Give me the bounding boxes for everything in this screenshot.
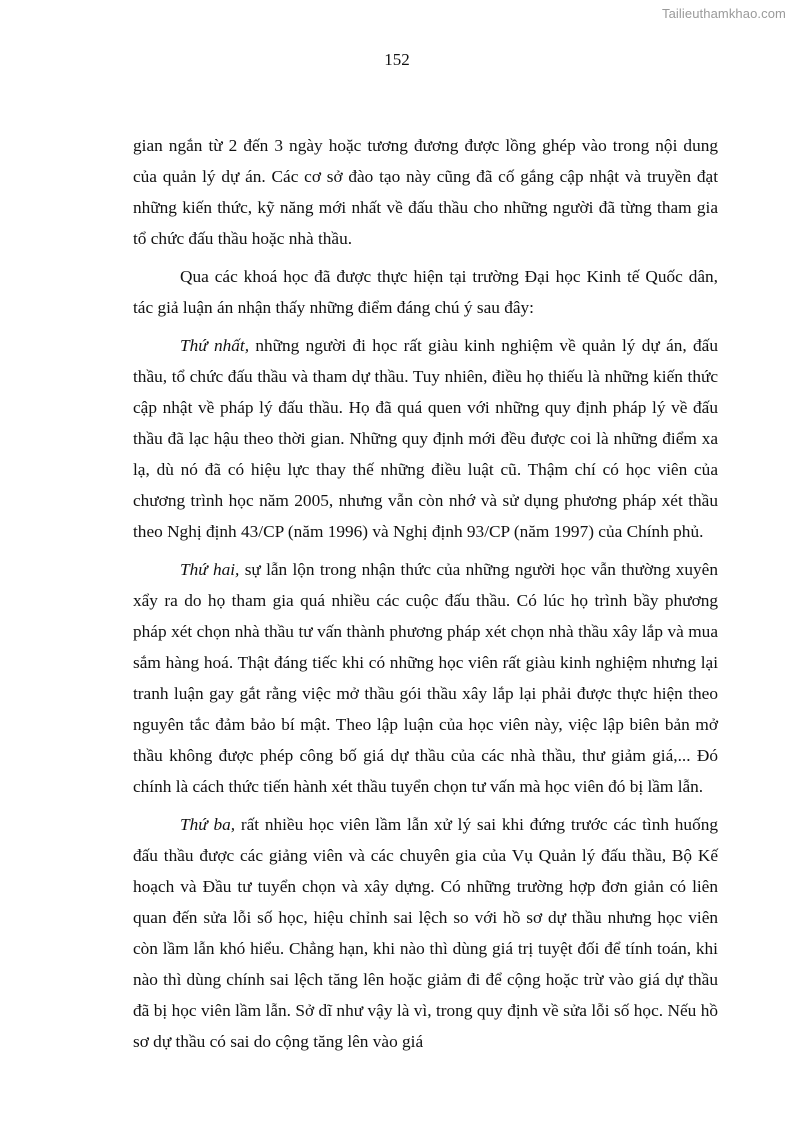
paragraph-text: những người đi học rất giàu kinh nghiệm về quản lý dự án, đấu thầu, tổ chức đấu thầu và tham dự thầu. Tuy nhiên, điều họ thiếu là những kiến thức cập nhật về pháp lý đấu thầu. Họ đã quá quen với những quy định pháp lý về đấu thầu đã lạc hậu theo thời gian. Những quy định mới đều được coi là những điểm xa lạ, dù nó đã có hiệu lực thay thế những điều luật cũ. Thậm chí có học viên của chương trình học năm 2005, nhưng vẫn còn nhớ và sử dụng phương pháp xét thầu theo Nghị định 43/CP (năm 1996) và Nghị định 93/CP (năm 1997) của Chính phủ. xyxy=(133,336,718,541)
paragraph-text: rất nhiều học viên lầm lẫn xử lý sai khi đứng trước các tình huống đấu thầu được các giảng viên và các chuyên gia của Vụ Quản lý đấu thầu, Bộ Kế hoạch và Đầu tư tuyển chọn và xây dựng. Có những trường hợp đơn giản có liên quan đến sửa lỗi số học, hiệu chỉnh sai lệch so với hồ sơ dự thầu nhưng học viên còn lầm lẫn khó hiểu. Chẳng hạn, khi nào thì dùng giá trị tuyệt đối để tính toán, khi nào thì dùng chính sai lệch tăng lên hoặc giảm đi để cộng hoặc trừ vào giá dự thầu đã bị học viên lầm lẫn. Sở dĩ như vậy là vì, trong quy định về sửa lỗi số học. Nếu hồ sơ dự thầu có sai do cộng tăng lên vào giá xyxy=(133,815,718,1051)
paragraph-lead: Thứ nhất, xyxy=(180,336,250,355)
paragraph-text: sự lẫn lộn trong nhận thức của những người học vẫn thường xuyên xẩy ra do họ tham gia quá nhiều các cuộc đấu thầu. Có lúc họ trình bầy phương pháp xét chọn nhà thầu tư vấn thành phương pháp xét chọn nhà thầu xây lắp và mua sắm hàng hoá. Thật đáng tiếc khi có những học viên rất giàu kinh nghiệm nhưng lại tranh luận gay gắt rằng việc mở thầu gói thầu xây lắp lại phải được thực hiện theo nguyên tắc đảm bảo bí mật. Theo lập luận của học viên này, việc lập biên bản mở thầu không được phép công bố giá dự thầu của các nhà thầu, thư giảm giá,... Đó chính là cách thức tiến hành xét thầu tuyển chọn tư vấn mà học viên đó bị lầm lẫn. xyxy=(133,560,718,796)
watermark: Tailieuthamkhao.com xyxy=(661,6,786,21)
paragraph-second-point xyxy=(133,554,718,802)
body-text xyxy=(133,130,718,1057)
paragraph-first-point xyxy=(133,330,718,547)
paragraph-third-point xyxy=(133,809,718,1057)
page-number: 152 xyxy=(384,50,410,69)
paragraph-lead: Thứ ba, xyxy=(180,815,236,834)
paragraph-text: gian ngắn từ 2 đến 3 ngày hoặc tương đương được lồng ghép vào trong nội dung của quản lý dự án. Các cơ sở đào tạo này cũng đã cố gắng cập nhật và truyền đạt những kiến thức, kỹ năng mới nhất về đấu thầu cho những người đã từng tham gia tổ chức đấu thầu hoặc nhà thầu. xyxy=(133,136,718,248)
paragraph-intro xyxy=(133,261,718,323)
paragraph-lead: Thứ hai, xyxy=(180,560,240,579)
paragraph-text: Qua các khoá học đã được thực hiện tại trường Đại học Kinh tế Quốc dân, tác giả luận án nhận thấy những điểm đáng chú ý sau đây: xyxy=(133,267,718,317)
paragraph-continuation xyxy=(133,130,718,254)
